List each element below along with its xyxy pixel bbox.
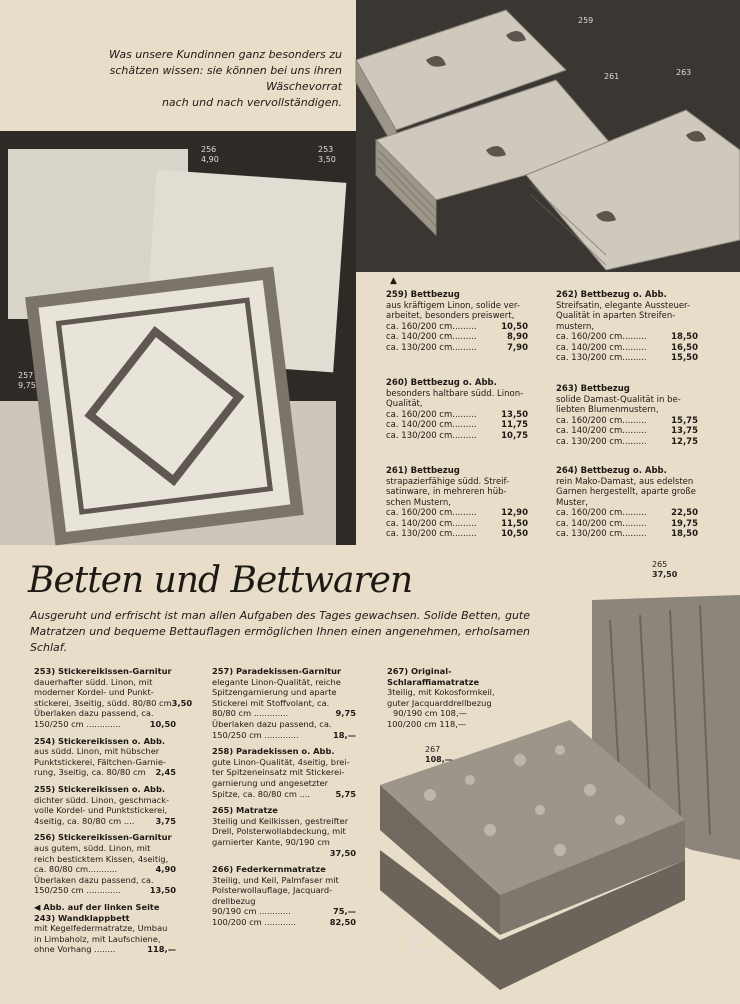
product-desc: gute Linon-Qualität, 4seitig, brei-: [212, 756, 350, 767]
price-row: [556, 519, 698, 530]
product-desc: ter Spitzeneinsatz mit Stickerei-: [212, 767, 345, 778]
product-desc: Garnen hergestellt, aparte große: [556, 487, 696, 497]
product-desc: Spitzengarnierung und aparte: [212, 687, 337, 698]
price-row: [34, 944, 176, 955]
price-row: [556, 332, 698, 343]
item-price: 9,75: [18, 381, 36, 390]
price-size: ca. 140/200 cm.........: [556, 518, 647, 529]
product-desc: reich besticktem Kissen, 4seitig,: [34, 853, 169, 864]
product-desc: rein Mako-Damast, aus edelsten: [556, 476, 694, 487]
price-value: 12,90: [501, 508, 528, 518]
product-desc: dichter südd. Linon, geschmack-: [34, 794, 170, 805]
price-size: ca. 140/200 cm.........: [386, 518, 477, 529]
product-item: [34, 832, 176, 896]
product-desc: aus gutem, südd. Linon, mit: [34, 842, 151, 853]
product-desc: Streifsatin, elegante Aussteuer-: [556, 300, 691, 311]
item-number: 257: [18, 371, 34, 380]
product-desc: solide Damast-Qualität in be-: [556, 394, 681, 405]
price-size: 80/80 cm .............: [212, 708, 289, 719]
price-value: 16,50: [671, 342, 698, 353]
product-item: [34, 666, 193, 730]
product-desc: Qualität,: [386, 399, 423, 409]
bedlinen-photo: [356, 0, 740, 272]
price-row: [34, 864, 176, 875]
price-size: ca. 130/200 cm.........: [556, 436, 647, 447]
product-title: 256) Stickereikissen-Garnitur: [34, 832, 172, 843]
product-desc: besonders haltbare südd. Linon-: [386, 388, 524, 399]
price-row: [556, 508, 698, 519]
product-title: 267) Original-: [387, 666, 452, 676]
price-size: rung, 3seitig, ca. 80/80 cm: [34, 767, 146, 778]
product-desc: Polsterwollauflage, Jacquard-: [212, 885, 333, 896]
product-desc: Qualität in aparten Streifen-: [556, 311, 676, 321]
price-value: 3,75: [155, 815, 176, 826]
price-row: [556, 437, 698, 448]
bettbezug-item: [386, 378, 528, 441]
price-row: [386, 420, 528, 431]
bettbezug-item: [556, 290, 698, 364]
price-size: ca. 160/200 cm.........: [556, 332, 647, 342]
item-price: 108,—: [425, 755, 453, 764]
price-size: 150/250 cm .............: [34, 718, 121, 729]
price-size: ca. 160/200 cm.........: [556, 508, 647, 518]
price-size: ca. 130/200 cm.........: [386, 529, 477, 539]
product-title: 266) Federkernmatratze: [212, 864, 326, 875]
price-row: [386, 519, 528, 530]
section-lead: Ausgeruht und erfrischt ist man allen Aufgaben des Tages gewachsen. Solide Betten, gute Matratzen und bequeme Bettauflagen ermöglichen Ihnen einen angenehmen, erholsamen Schlaf.: [30, 609, 530, 654]
product-column-3: [387, 666, 505, 730]
price-size: ca. 140/200 cm.........: [386, 420, 477, 430]
product-desc: Überlaken dazu passend, ca.: [34, 874, 154, 885]
price-value: 10,50: [501, 321, 528, 332]
product-desc: in Limbaholz, mit Laufschiene,: [34, 933, 161, 944]
price-value: 10,50: [501, 529, 528, 539]
intro-line: Was unsere Kundinnen ganz besonders zu: [109, 48, 342, 61]
item-number: 253: [318, 145, 334, 154]
price-value: 2,45: [155, 767, 176, 778]
price-row: [386, 343, 528, 354]
price-value: 10,75: [501, 430, 528, 441]
item-price: 3,50: [318, 155, 336, 164]
price-row: [386, 431, 528, 442]
price-value: 3,50: [171, 697, 193, 708]
price-size: ca. 160/200 cm.........: [556, 415, 647, 426]
intro-line: nach und nach vervollständigen.: [161, 96, 342, 109]
product-desc: Drell, Polsterwollabdeckung, mit: [212, 826, 346, 837]
price-value: 13,50: [501, 409, 528, 420]
bedlinen-illustration: [356, 0, 740, 272]
price-row: [386, 410, 528, 421]
price-row: [386, 322, 528, 333]
price-value: 18,50: [671, 529, 698, 539]
product-desc: Punktstickerei, Fältchen-Garnie-: [34, 756, 166, 767]
price-value: 10,50: [149, 718, 176, 729]
price-row: [212, 789, 356, 800]
price-value: 18,—: [333, 729, 356, 740]
price-row: [212, 917, 356, 928]
product-title: 264) Bettbezug o. Abb.: [556, 466, 667, 476]
price-row: [34, 767, 176, 778]
price-size: 150/250 cm .............: [34, 885, 121, 896]
price-size: Spitze, ca. 80/80 cm ....: [212, 788, 311, 799]
item-price: 37,50: [652, 570, 678, 579]
bettbezug-item: [556, 466, 698, 540]
product-desc: schen Mustern,: [386, 497, 451, 508]
price-size: ohne Vorhang ........: [34, 944, 116, 955]
price-value: 118,—: [147, 944, 176, 955]
item-number-253: [318, 145, 336, 165]
item-number: 265: [652, 560, 668, 569]
item-number: 266: [408, 935, 424, 944]
product-title: 257) Paradekissen-Garnitur: [212, 666, 342, 676]
price-row: [212, 906, 356, 917]
abb-note: ◀ Abb. auf der linken Seite: [34, 902, 160, 912]
price-row: 90/190 cm 108,—: [393, 708, 467, 719]
product-desc: satinware, in mehreren hüb-: [386, 487, 507, 497]
product-column-2: [212, 666, 356, 934]
price-value: 15,50: [671, 353, 698, 363]
price-size: 150/250 cm .............: [212, 729, 299, 740]
price-value: 11,75: [501, 420, 528, 430]
price-size: 90/190 cm ............: [212, 906, 291, 917]
price-value: 9,75: [335, 708, 356, 719]
price-row: [556, 426, 698, 437]
price-size: ca. 160/200 cm.........: [386, 321, 477, 332]
price-value: 11,50: [501, 518, 528, 529]
price-value: 8,90: [507, 332, 528, 342]
price-value: 12,75: [671, 436, 698, 447]
price-row: [386, 508, 528, 519]
price-value: 18,50: [671, 332, 698, 342]
product-desc: volle Kordel- und Punktstickerei,: [34, 805, 168, 816]
price-size: ca. 140/200 cm.........: [386, 332, 477, 342]
item-number-267: [425, 745, 453, 765]
price-row: [556, 353, 698, 364]
product-desc: guter Jacquarddrellbezug: [387, 697, 492, 708]
price-row: [556, 416, 698, 427]
price-size: ca. 130/200 cm.........: [386, 430, 477, 441]
product-desc: dauerhafter südd. Linon, mit: [34, 676, 153, 687]
item-number-257: [18, 371, 36, 391]
mattress-photo: [370, 560, 740, 1000]
price-row: [34, 885, 176, 896]
product-desc: liebten Blumenmustern,: [556, 405, 659, 415]
product-title: 253) Stickereikissen-Garnitur: [34, 666, 172, 676]
price-size: 4seitig, ca. 80/80 cm ....: [34, 815, 135, 826]
price-size: ca. 80/80 cm...........: [34, 864, 118, 875]
price-value: 13,50: [149, 885, 176, 896]
item-price: 75,—: [408, 945, 431, 954]
product-desc: strapazierfähige südd. Streif-: [386, 476, 510, 487]
item-number: 256: [201, 145, 217, 154]
product-title: 254) Stickereikissen o. Abb.: [34, 735, 166, 746]
product-item: [212, 746, 356, 799]
product-desc: aus südd. Linon, mit hübscher: [34, 746, 160, 757]
product-item: [34, 736, 176, 778]
product-title: 262) Bettbezug o. Abb.: [556, 290, 667, 300]
price-value: 22,50: [671, 508, 698, 518]
product-title: 261) Bettbezug: [386, 466, 460, 476]
product-item: [34, 784, 176, 826]
price-size: stickerei, 3seitig, südd. 80/80 cm: [34, 697, 172, 708]
bettbezug-item: [556, 384, 698, 447]
product-item: [212, 864, 356, 928]
price-size: ca. 140/200 cm.........: [556, 342, 647, 353]
product-title: 243) Wandklappbett: [34, 912, 130, 923]
product-desc: arbeitet, besonders preiswert,: [386, 311, 515, 321]
item-price: 4,90: [201, 155, 219, 164]
bettbezug-item: [386, 466, 528, 540]
product-desc: garnierter Kante, 90/190 cm: [212, 836, 330, 847]
abb-note-text: Abb. auf der linken Seite: [43, 902, 160, 912]
product-item: [212, 666, 356, 740]
price-row: [386, 529, 528, 540]
bettbezug-item: [386, 290, 528, 353]
product-desc: Überlaken dazu passend, ca.: [34, 708, 154, 719]
product-desc: mustern,: [556, 321, 595, 332]
product-desc: mit Kegelfedermatratze, Umbau: [34, 923, 168, 934]
price-value: 15,75: [671, 415, 698, 426]
price-value: 82,50: [329, 917, 356, 928]
product-item: [212, 805, 356, 858]
price-value: 7,90: [507, 342, 528, 353]
product-desc: 3teilig, mit Kokosformkeil,: [387, 687, 495, 698]
price-value: 75,—: [333, 906, 356, 917]
product-title: Schlaraffiamatratze: [387, 676, 480, 687]
price-value: 19,75: [671, 518, 698, 529]
price-value: 5,75: [335, 788, 356, 799]
price-size: 100/200 cm ............: [212, 917, 297, 928]
product-title: 258) Paradekissen o. Abb.: [212, 746, 335, 757]
product-desc: drellbezug: [212, 895, 256, 906]
intro-text: [92, 47, 342, 111]
product-column-1-extra: [34, 902, 176, 955]
price-size: ca. 130/200 cm.........: [386, 342, 477, 353]
price-row: [386, 332, 528, 343]
intro-line: schätzen wissen: sie können bei uns ihren Wäschevorrat: [109, 64, 342, 93]
pointer-triangle-icon: ▲: [390, 276, 397, 286]
product-title: 255) Stickereikissen o. Abb.: [34, 783, 166, 794]
price-size: ca. 130/200 cm.........: [556, 353, 647, 363]
price-value: 13,75: [671, 426, 698, 436]
price-size: ca. 160/200 cm.........: [386, 409, 477, 420]
price-row: [34, 697, 193, 709]
item-number-265: [652, 560, 677, 580]
product-desc: Überlaken dazu passend, ca.: [212, 718, 332, 729]
item-number-256: [201, 145, 219, 165]
item-number-266: [408, 935, 430, 955]
pillows-illustration: [0, 131, 356, 545]
item-number: 267: [425, 745, 441, 754]
product-desc: 3teilig und Keilkissen, gestreifter: [212, 815, 349, 826]
price-size: ca. 130/200 cm.........: [556, 529, 647, 539]
price-row: [34, 816, 176, 827]
product-title: 265) Matratze: [212, 805, 278, 816]
price-row: [212, 730, 356, 741]
product-column-1: [34, 666, 193, 902]
product-title: 263) Bettbezug: [556, 384, 630, 394]
price-row: [556, 343, 698, 354]
price-row: [212, 708, 356, 719]
price-row: [212, 848, 356, 859]
price-value: 4,90: [155, 864, 176, 875]
pillows-photo: [0, 131, 356, 545]
price-row: [34, 719, 176, 730]
product-title: 259) Bettbezug: [386, 290, 460, 300]
item-number-259: 259: [578, 16, 594, 25]
product-desc: garnierung und angesetzter: [212, 777, 329, 788]
product-desc: 3teilig, und Keil, Palmfaser mit: [212, 874, 339, 885]
price-value: 37,50: [329, 847, 356, 858]
product-desc: Muster,: [556, 497, 588, 508]
item-number-261: 261: [604, 72, 620, 81]
section-heading: Betten und Bettwaren: [28, 560, 413, 601]
item-number-263: 263: [676, 68, 692, 77]
price-size: ca. 140/200 cm.........: [556, 426, 647, 436]
product-title: 260) Bettbezug o. Abb.: [386, 378, 497, 388]
price-size: ca. 160/200 cm.........: [386, 508, 477, 518]
price-size: [212, 848, 330, 859]
product-desc: Stickerei mit Stoffvolant, ca.: [212, 697, 330, 708]
product-desc: elegante Linon-Qualität, reiche: [212, 676, 341, 687]
price-row: [556, 529, 698, 540]
price-row: 100/200 cm 118,—: [387, 718, 467, 729]
product-desc: moderner Kordel- und Punkt-: [34, 687, 154, 698]
product-desc: aus kräftigem Linon, solide ver-: [386, 300, 520, 311]
